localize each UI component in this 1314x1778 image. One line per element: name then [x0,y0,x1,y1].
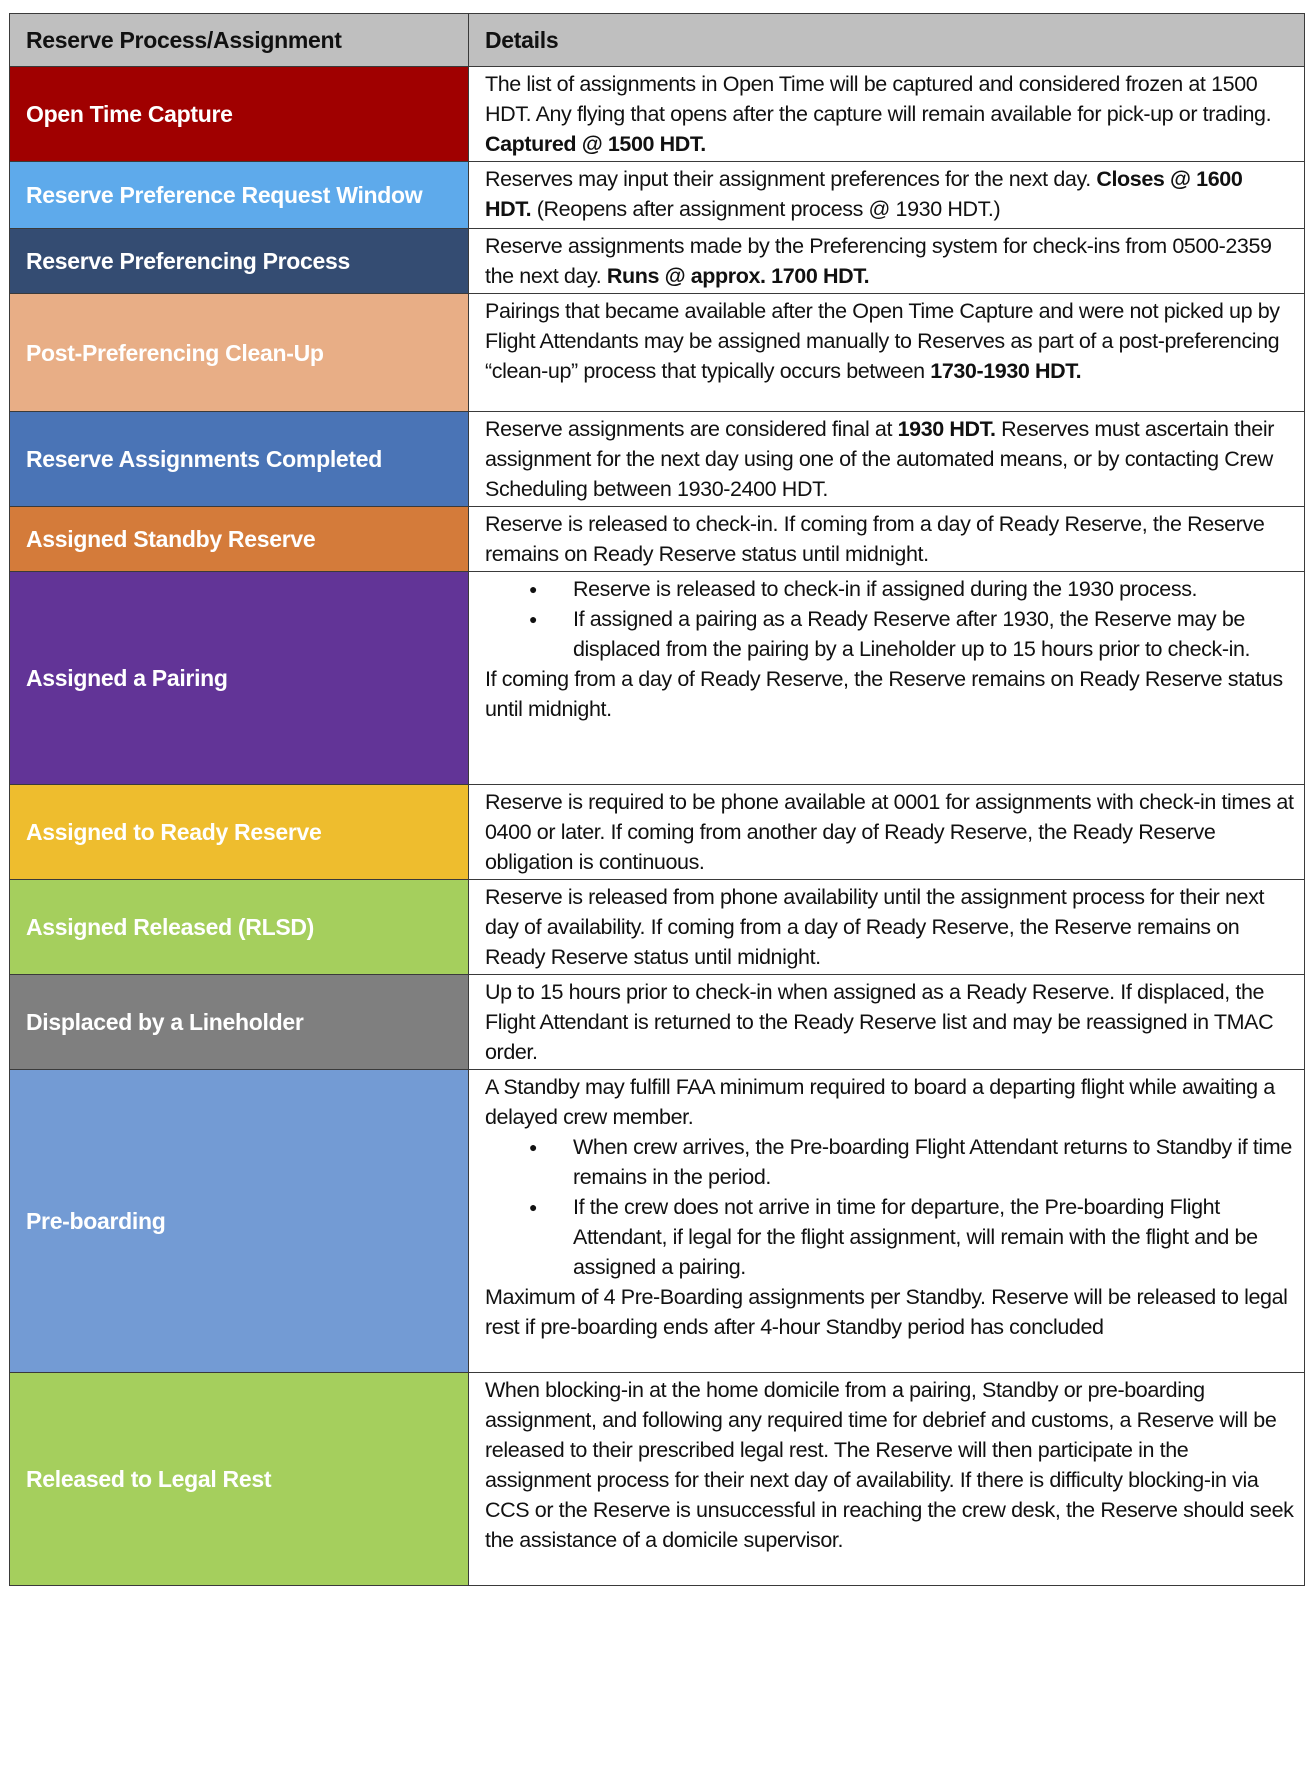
details-text: Reserve is released to check-in. If coming from a day of Ready Reserve, the Reserve remains on Ready Reserve status until midnight. [485,512,1265,566]
process-label: Open Time Capture [10,67,469,162]
details-bold-text: Closes @ 1600 HDT. [485,167,1243,221]
bullet-item: ● Reserve is released to check-in if assigned during the 1930 process. [573,574,1294,604]
process-details [469,412,1305,507]
details-note-text: Maximum of 4 Pre-Boarding assignments per Standby. Reserve will be released to legal rest if pre-boarding ends after 4-hour Standby period has concluded [485,1285,1288,1339]
process-label: Released to Legal Rest [10,1373,469,1586]
table-row [10,162,1305,229]
process-details [469,785,1305,880]
details-text: When blocking-in at the home domicile from a pairing, Standby or pre-boarding assignment, and following any required time for debrief and customs, a Reserve will be released to their prescribed legal rest. The Reserve will then participate in the assignment process for their next day of availability. If there is difficulty blocking-in via CCS or the Reserve is unsuccessful in reaching the crew desk, the Reserve should seek the assistance of a domicile supervisor. [485,1378,1294,1552]
process-details [469,294,1305,412]
process-details [469,1373,1305,1586]
details-bold-text: 1730-1930 HDT. [930,359,1082,383]
details-bold-text: 1930 HDT. [897,417,996,441]
process-label: Post-Preferencing Clean-Up [10,294,469,412]
process-details [469,67,1305,162]
table-row [10,294,1305,412]
details-note-text: If coming from a day of Ready Reserve, the Reserve remains on Ready Reserve status until midnight. [485,667,1283,721]
process-label: Assigned Standby Reserve [10,507,469,572]
details-text: The list of assignments in Open Time will be captured and considered frozen at 1500 HDT. Any flying that opens after the capture will remain available for pick-up or trading. [485,72,1272,126]
column-header-details: Details [469,14,1305,67]
process-label: Assigned a Pairing [10,572,469,785]
process-details [469,229,1305,294]
details-bold-text: Captured @ 1500 HDT. [485,132,706,156]
details-bullet-list [485,574,1294,664]
details-intro-text: A Standby may fulfill FAA minimum required to board a departing flight while awaiting a delayed crew member. [485,1075,1275,1129]
table-row [10,507,1305,572]
process-label: Assigned to Ready Reserve [10,785,469,880]
details-text: (Reopens after assignment process @ 1930 HDT.) [531,197,1001,221]
table-row [10,1373,1305,1586]
details-text: Reserve assignments are considered final at [485,417,898,441]
details-bullet-list [485,1132,1294,1282]
bullet-item: ● When crew arrives, the Pre-boarding Flight Attendant returns to Standby if time remains in the period. [573,1132,1294,1192]
process-details [469,1070,1305,1373]
table-row [10,1070,1305,1373]
table-row [10,572,1305,785]
table-row [10,67,1305,162]
table-body [10,67,1305,1586]
process-label: Reserve Preferencing Process [10,229,469,294]
process-label: Pre-boarding [10,1070,469,1373]
details-text: Reserves may input their assignment preferences for the next day. [485,167,1097,191]
details-bold-text: Runs @ approx. 1700 HDT. [606,264,870,288]
process-details [469,507,1305,572]
column-header-process: Reserve Process/Assignment [10,14,469,67]
details-text: Reserve is required to be phone available at 0001 for assignments with check-in times at 0400 or later. If coming from another day of Ready Reserve, the Ready Reserve obligation is continuous. [485,790,1294,874]
process-label: Displaced by a Lineholder [10,975,469,1070]
process-details [469,162,1305,229]
bullet-item: ● If the crew does not arrive in time for departure, the Pre-boarding Flight Attendant, if legal for the flight assignment, will remain with the flight and be assigned a pairing. [573,1192,1294,1282]
details-text: Reserve assignments made by the Preferencing system for check-ins from 0500-2359 the next day. [485,234,1272,288]
bullet-item: ● If assigned a pairing as a Ready Reserve after 1930, the Reserve may be displaced from the pairing by a Lineholder up to 15 hours prior to check-in. [573,604,1294,664]
table-row [10,412,1305,507]
process-label: Reserve Assignments Completed [10,412,469,507]
reserve-process-table [9,13,1305,1586]
table-row [10,880,1305,975]
process-details [469,880,1305,975]
table-row [10,229,1305,294]
details-text: Pairings that became available after the Open Time Capture and were not picked up by Flight Attendants may be assigned manually to Reserves as part of a post-preferencing “clean-up” process that typically occurs between [485,299,1280,383]
details-text: Up to 15 hours prior to check-in when assigned as a Ready Reserve. If displaced, the Flight Attendant is returned to the Ready Reserve list and may be reassigned in TMAC order. [485,980,1274,1064]
process-label: Assigned Released (RLSD) [10,880,469,975]
details-text: Reserve is released from phone availability until the assignment process for their next day of availability. If coming from a day of Ready Reserve, the Reserve remains on Ready Reserve status until midnight. [485,885,1265,969]
process-details [469,572,1305,785]
table-row [10,785,1305,880]
details-text: Reserves must ascertain their assignment for the next day using one of the automated means, or by contacting Crew Scheduling between 1930-2400 HDT. [485,417,1274,501]
process-details [469,975,1305,1070]
table-row [10,975,1305,1070]
table-header-row [10,14,1305,67]
process-label: Reserve Preference Request Window [10,162,469,229]
